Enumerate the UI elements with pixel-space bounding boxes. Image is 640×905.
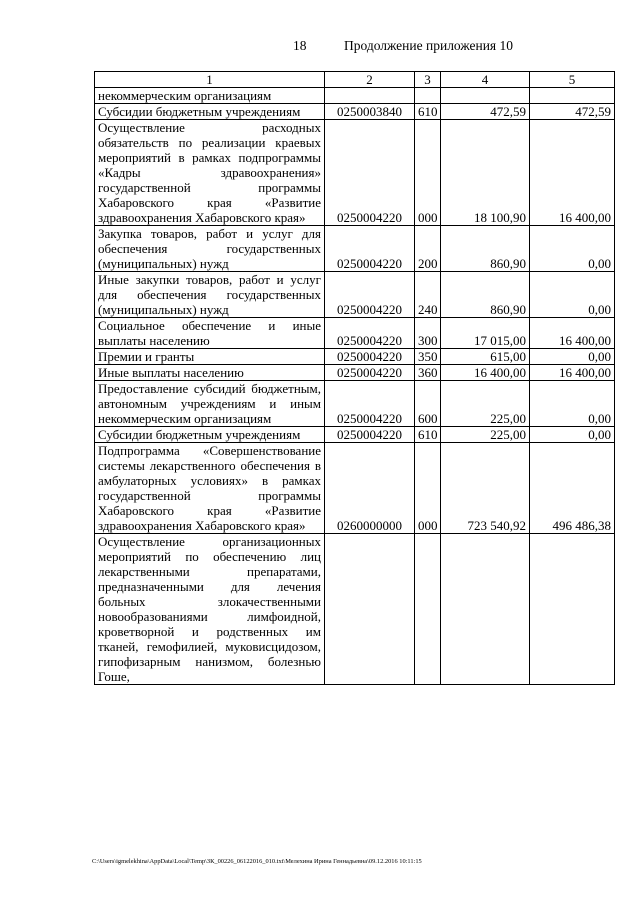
row-value-1: 225,00 — [441, 427, 530, 443]
page-title: Продолжение приложения 10 — [344, 38, 514, 53]
row-kvr: 610 — [415, 427, 441, 443]
row-kvr: 600 — [415, 381, 441, 427]
row-value-1: 17 015,00 — [441, 318, 530, 349]
row-kvr — [415, 88, 441, 104]
column-header: 4 — [441, 72, 530, 88]
row-name: Иные закупки товаров, работ и услуг для обеспечения государственных (муниципальных) нужд — [95, 272, 325, 318]
row-code: 0250004220 — [325, 381, 415, 427]
table-row — [95, 443, 615, 534]
row-value-2: 16 400,00 — [530, 318, 615, 349]
row-value-1: 472,59 — [441, 104, 530, 120]
row-value-1: 225,00 — [441, 381, 530, 427]
row-code — [325, 88, 415, 104]
row-code: 0250004220 — [325, 272, 415, 318]
row-value-2 — [530, 88, 615, 104]
row-kvr: 350 — [415, 349, 441, 365]
row-name: Подпрограмма «Совершенствование системы лекарственного обеспечения в амбулаторных условиях» в рамках государственной программы Хабаровского края «Развитие здравоохранения Хабаровского края» — [95, 443, 325, 534]
row-code: 0250004220 — [325, 120, 415, 226]
row-name: Предоставление субсидий бюджетным, автономным учреждениям и иным некоммерческим организациям — [95, 381, 325, 427]
row-value-1: 723 540,92 — [441, 443, 530, 534]
row-value-2: 0,00 — [530, 226, 615, 272]
row-kvr: 610 — [415, 104, 441, 120]
row-value-1: 615,00 — [441, 349, 530, 365]
row-name: Иные выплаты населению — [95, 365, 325, 381]
row-name: Субсидии бюджетным учреждениям — [95, 427, 325, 443]
file-path-footer: C:\Users\igmelekhina\AppData\Local\Temp\ЗК_00226_06122016_010.txt\Мелехина Ирина Геннадьевна\09.12.2016 10:11:15 — [92, 858, 422, 865]
row-name: Социальное обеспечение и иные выплаты населению — [95, 318, 325, 349]
row-code: 0250004220 — [325, 318, 415, 349]
column-header: 5 — [530, 72, 615, 88]
table-row — [95, 318, 615, 349]
table-row — [95, 88, 615, 104]
row-code — [325, 534, 415, 685]
row-code: 0250004220 — [325, 427, 415, 443]
row-name: Осуществление расходных обязательств по реализации краевых мероприятий в рамках подпрограммы «Кадры здравоохранения» государственной программы Хабаровского края «Развитие здравоохранения Хабаровского края» — [95, 120, 325, 226]
row-value-1: 860,90 — [441, 226, 530, 272]
row-value-2: 496 486,38 — [530, 443, 615, 534]
table-row — [95, 381, 615, 427]
row-value-2: 472,59 — [530, 104, 615, 120]
row-value-1: 18 100,90 — [441, 120, 530, 226]
row-value-1: 16 400,00 — [441, 365, 530, 381]
page-number: 18 — [293, 38, 307, 53]
row-code: 0250004220 — [325, 349, 415, 365]
row-value-1 — [441, 88, 530, 104]
row-kvr — [415, 534, 441, 685]
table-header-row — [95, 72, 615, 88]
row-value-2: 16 400,00 — [530, 365, 615, 381]
row-kvr: 000 — [415, 443, 441, 534]
row-name: Осуществление организационных мероприятий по обеспечению лиц лекарственными препаратами, предназначенными для лечения больных злокачественными новообразованиями лимфоидной, кроветворной и родственных им тканей, гемофилией, муковисцидозом, гипофизарным нанизмом, болезнью Гоше, — [95, 534, 325, 685]
row-code: 0250003840 — [325, 104, 415, 120]
row-value-2: 0,00 — [530, 349, 615, 365]
row-kvr: 200 — [415, 226, 441, 272]
row-value-2: 0,00 — [530, 381, 615, 427]
row-name: Премии и гранты — [95, 349, 325, 365]
table-row — [95, 120, 615, 226]
table-row — [95, 534, 615, 685]
row-kvr: 000 — [415, 120, 441, 226]
row-name: Субсидии бюджетным учреждениям — [95, 104, 325, 120]
row-code: 0260000000 — [325, 443, 415, 534]
row-value-2: 0,00 — [530, 272, 615, 318]
row-value-2 — [530, 534, 615, 685]
table-row — [95, 272, 615, 318]
row-kvr: 300 — [415, 318, 441, 349]
table-row — [95, 427, 615, 443]
column-header: 2 — [325, 72, 415, 88]
row-name: некоммерческим организациям — [95, 88, 325, 104]
row-value-2: 16 400,00 — [530, 120, 615, 226]
row-code: 0250004220 — [325, 226, 415, 272]
row-kvr: 240 — [415, 272, 441, 318]
column-header: 3 — [415, 72, 441, 88]
table-row — [95, 226, 615, 272]
table-row — [95, 349, 615, 365]
row-value-1 — [441, 534, 530, 685]
table-row — [95, 365, 615, 381]
row-name: Закупка товаров, работ и услуг для обеспечения государственных (муниципальных) нужд — [95, 226, 325, 272]
row-kvr: 360 — [415, 365, 441, 381]
row-code: 0250004220 — [325, 365, 415, 381]
column-header: 1 — [95, 72, 325, 88]
page-header — [0, 38, 640, 58]
budget-table — [94, 71, 615, 685]
table-row — [95, 104, 615, 120]
row-value-2: 0,00 — [530, 427, 615, 443]
row-value-1: 860,90 — [441, 272, 530, 318]
